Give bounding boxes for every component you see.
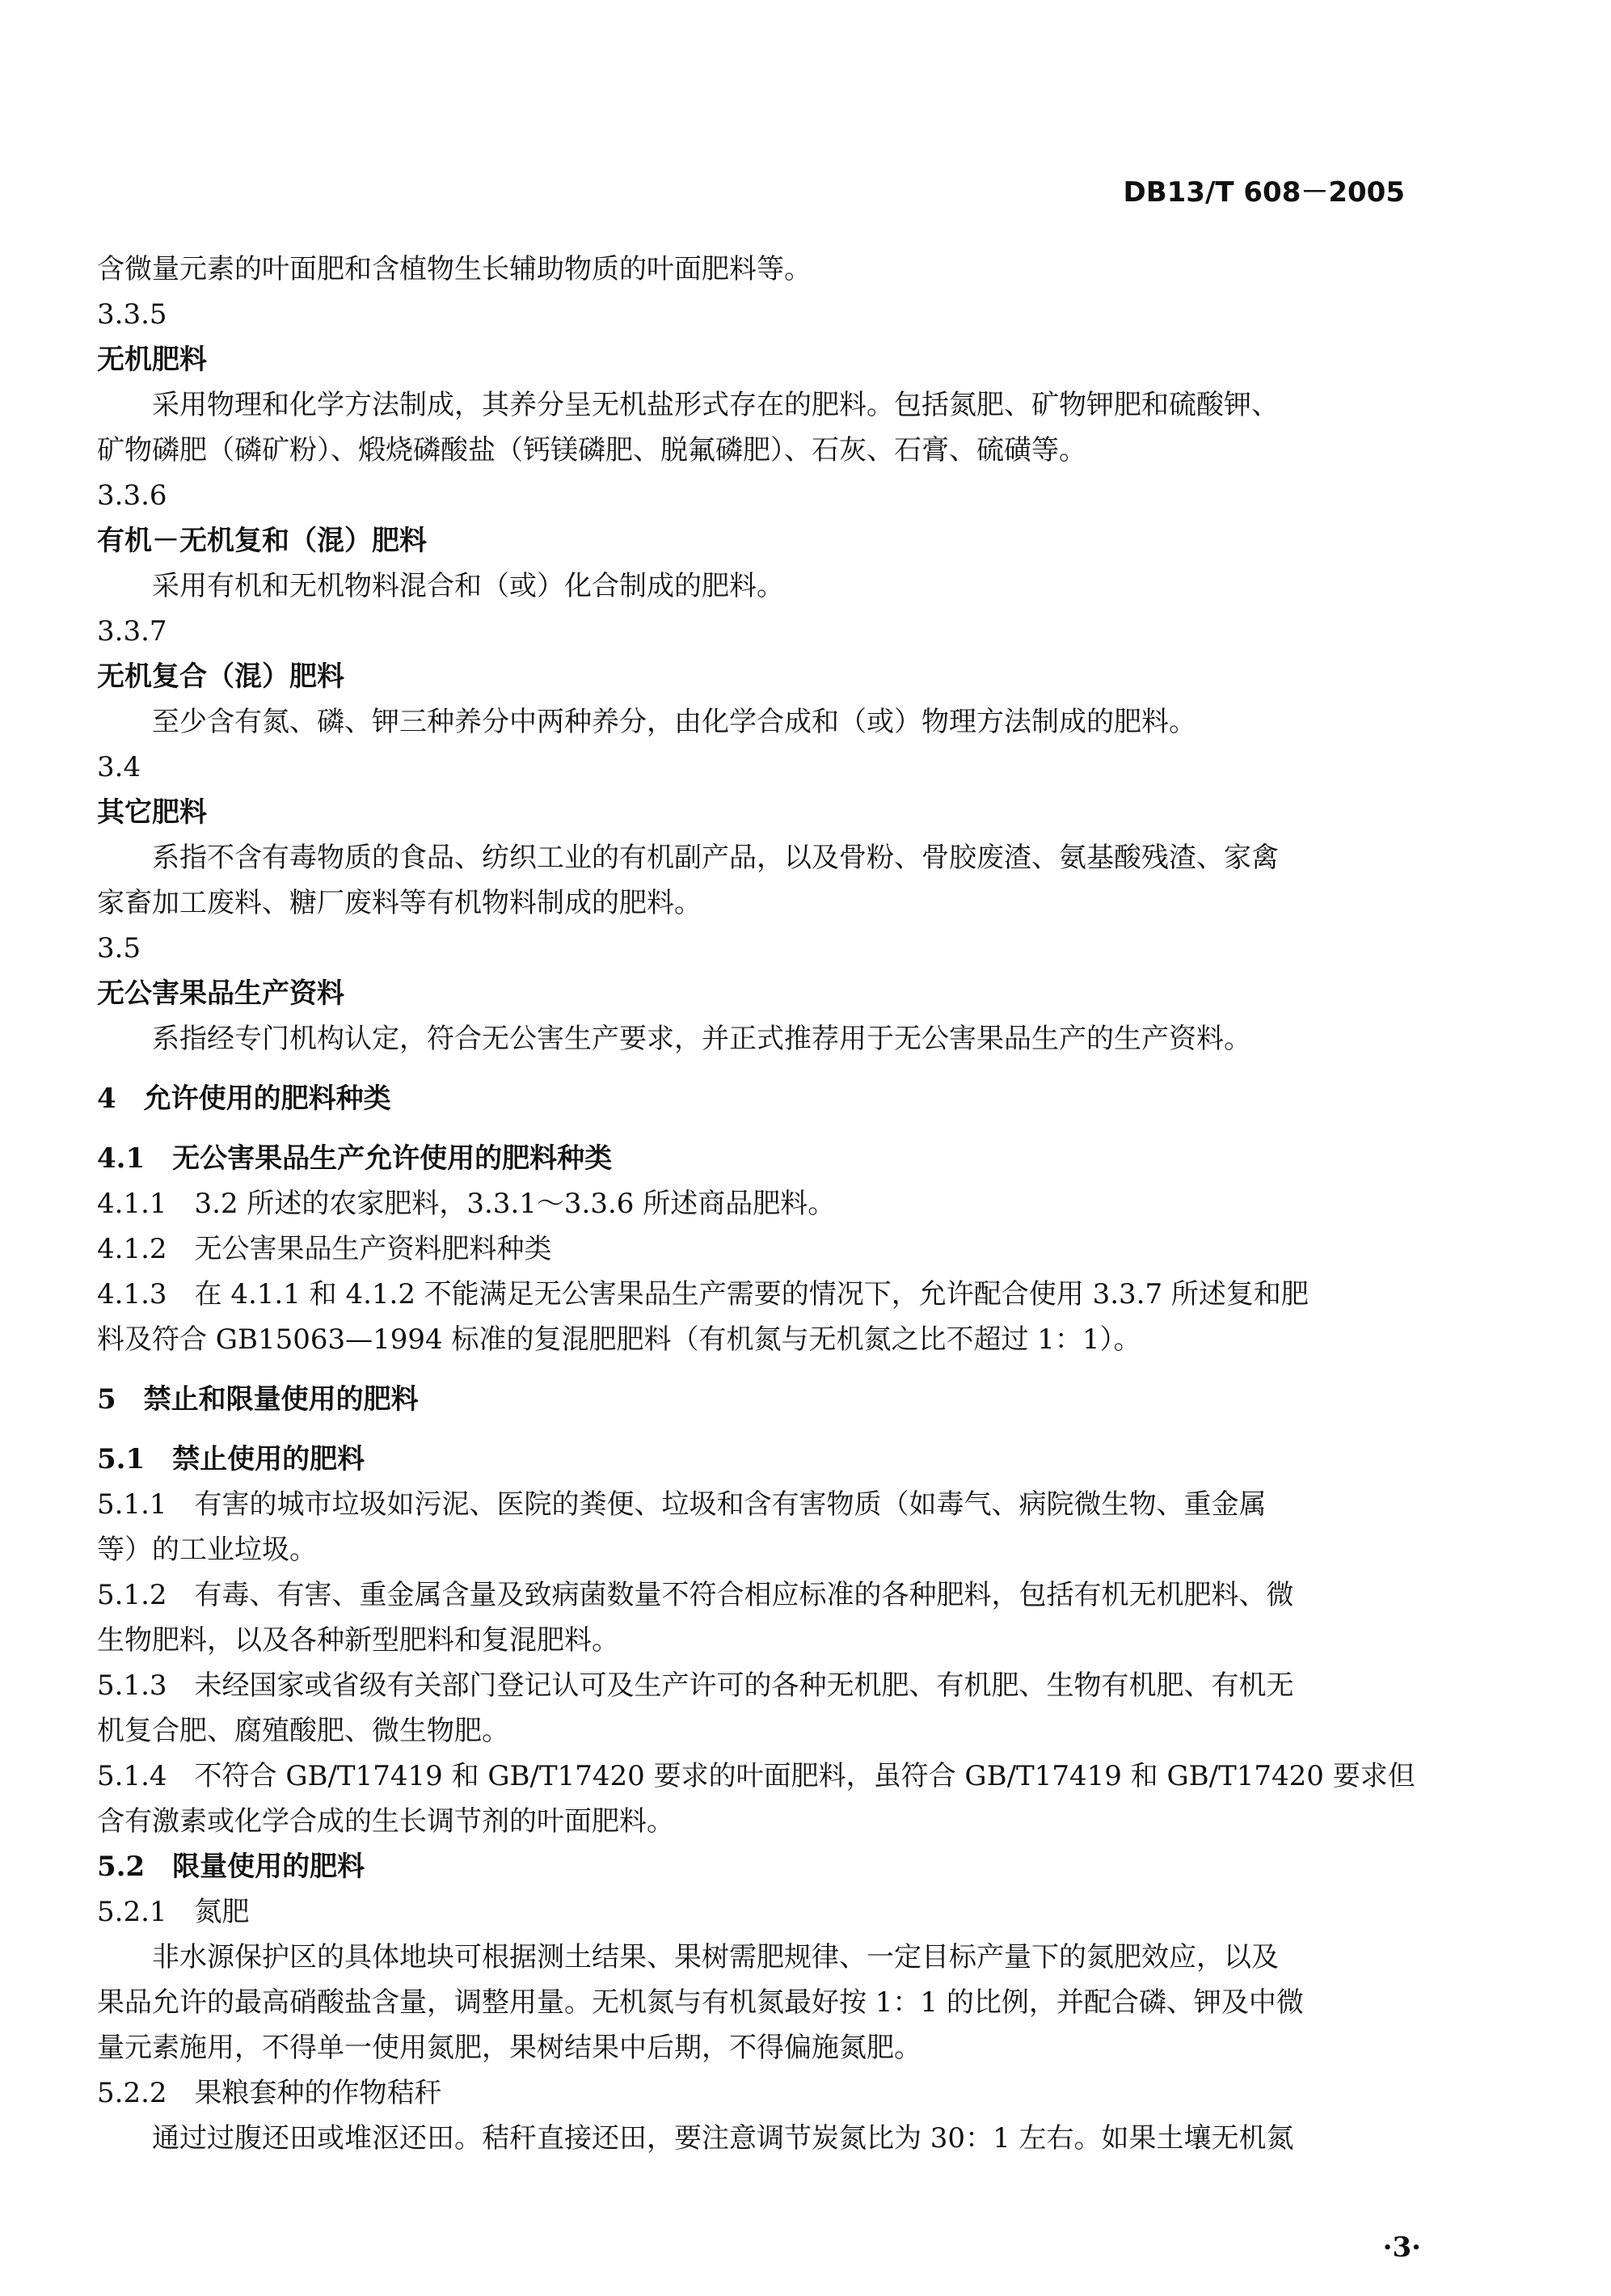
text-line: 4.1.1 3.2 所述的农家肥料，3.3.1～3.3.6 所述商品肥料。 bbox=[97, 1188, 836, 1220]
text-line: 4.1.2 无公害果品生产资料肥料种类 bbox=[97, 1233, 552, 1265]
text-line: 5 禁止和限量使用的肥料 bbox=[97, 1383, 419, 1416]
text-line: 4 允许使用的肥料种类 bbox=[97, 1083, 391, 1115]
text-line: 家畜加工废料、糖厂废料等有机物料制成的肥料。 bbox=[97, 887, 702, 919]
document-code: DB13/T 608－2005 bbox=[1123, 176, 1405, 209]
text-line: 系指经专门机构认定，符合无公害生产要求，并正式推荐用于无公害果品生产的生产资料。 bbox=[152, 1023, 1251, 1055]
text-line: 有机－无机复和（混）肥料 bbox=[97, 525, 427, 557]
text-line: 非水源保护区的具体地块可根据测土结果、果树需肥规律、一定目标产量下的氮肥效应，以及 bbox=[152, 1941, 1279, 1973]
text-line: 无机复合（混）肥料 bbox=[97, 661, 344, 693]
text-line: 3.4 bbox=[97, 751, 141, 783]
text-line: 5.2.1 氮肥 bbox=[97, 1896, 250, 1928]
text-line: 含有激素或化学合成的生长调节剂的叶面肥料。 bbox=[97, 1805, 674, 1838]
text-line: 5.1.2 有毒、有害、重金属含量及致病菌数量不符合相应标准的各种肥料，包括有机无机肥料、微 bbox=[97, 1579, 1294, 1611]
text-line: 果品允许的最高硝酸盐含量，调整用量。无机氮与有机氮最好按 1：1 的比例，并配合磷、钾及中微 bbox=[97, 1986, 1304, 2019]
text-line: 5.1.1 有害的城市垃圾如污泥、医院的粪便、垃圾和含有害物质（如毒气、病院微生物、重金属 bbox=[97, 1488, 1267, 1521]
text-line: 生物肥料，以及各种新型肥料和复混肥料。 bbox=[97, 1624, 619, 1657]
text-line: 量元素施用，不得单一使用氮肥，果树结果中后期，不得偏施氮肥。 bbox=[97, 2032, 921, 2064]
text-line: 采用物理和化学方法制成，其养分呈无机盐形式存在的肥料。包括氮肥、矿物钾肥和硫酸钾、 bbox=[152, 389, 1279, 421]
page-number: ·3· bbox=[1382, 2231, 1421, 2264]
text-line: 至少含有氮、磷、钾三种养分中两种养分，由化学合成和（或）物理方法制成的肥料。 bbox=[152, 706, 1196, 738]
text-line: 矿物磷肥（磷矿粉）、煅烧磷酸盐（钙镁磷肥、脱氟磷肥）、石灰、石膏、硫磺等。 bbox=[97, 434, 1086, 466]
text-line: 等）的工业垃圾。 bbox=[97, 1534, 317, 1566]
text-line: 5.1.4 不符合 GB/T17419 和 GB/T17420 要求的叶面肥料，虽符合 GB/T17419 和 GB/T17420 要求但 bbox=[97, 1760, 1415, 1792]
text-line: 含微量元素的叶面肥和含植物生长辅助物质的叶面肥料等。 bbox=[97, 253, 812, 285]
text-line: 3.3.5 bbox=[97, 298, 167, 331]
text-line: 3.3.7 bbox=[97, 615, 167, 648]
text-line: 其它肥料 bbox=[97, 796, 207, 829]
text-line: 采用有机和无机物料混合和（或）化合制成的肥料。 bbox=[152, 570, 784, 602]
text-line: 5.1 禁止使用的肥料 bbox=[97, 1443, 365, 1475]
text-line: 料及符合 GB15063—1994 标准的复混肥肥料（有机氮与无机氮之比不超过 1：1）。 bbox=[97, 1323, 1141, 1356]
text-line: 无公害果品生产资料 bbox=[97, 977, 344, 1010]
text-line: 3.5 bbox=[97, 932, 141, 964]
text-line: 3.3.6 bbox=[97, 479, 167, 512]
text-line: 4.1 无公害果品生产允许使用的肥料种类 bbox=[97, 1142, 613, 1175]
text-line: 5.2.2 果粮套种的作物秸秆 bbox=[97, 2077, 442, 2109]
text-line: 5.2 限量使用的肥料 bbox=[97, 1851, 365, 1883]
document-body bbox=[97, 247, 1415, 2161]
text-line: 机复合肥、腐殖酸肥、微生物肥。 bbox=[97, 1715, 509, 1747]
text-line: 4.1.3 在 4.1.1 和 4.1.2 不能满足无公害果品生产需要的情况下，允许配合使用 3.3.7 所述复和肥 bbox=[97, 1278, 1309, 1310]
text-line: 通过过腹还田或堆沤还田。秸秆直接还田，要注意调节炭氮比为 30：1 左右。如果土壤无机氮 bbox=[152, 2122, 1294, 2155]
text-line: 无机肥料 bbox=[97, 344, 207, 376]
text-line: 5.1.3 未经国家或省级有关部门登记认可及生产许可的各种无机肥、有机肥、生物有机肥、有机无 bbox=[97, 1669, 1294, 1702]
text-line: 系指不含有毒物质的食品、纺织工业的有机副产品，以及骨粉、骨胶废渣、氨基酸残渣、家禽 bbox=[152, 842, 1279, 874]
